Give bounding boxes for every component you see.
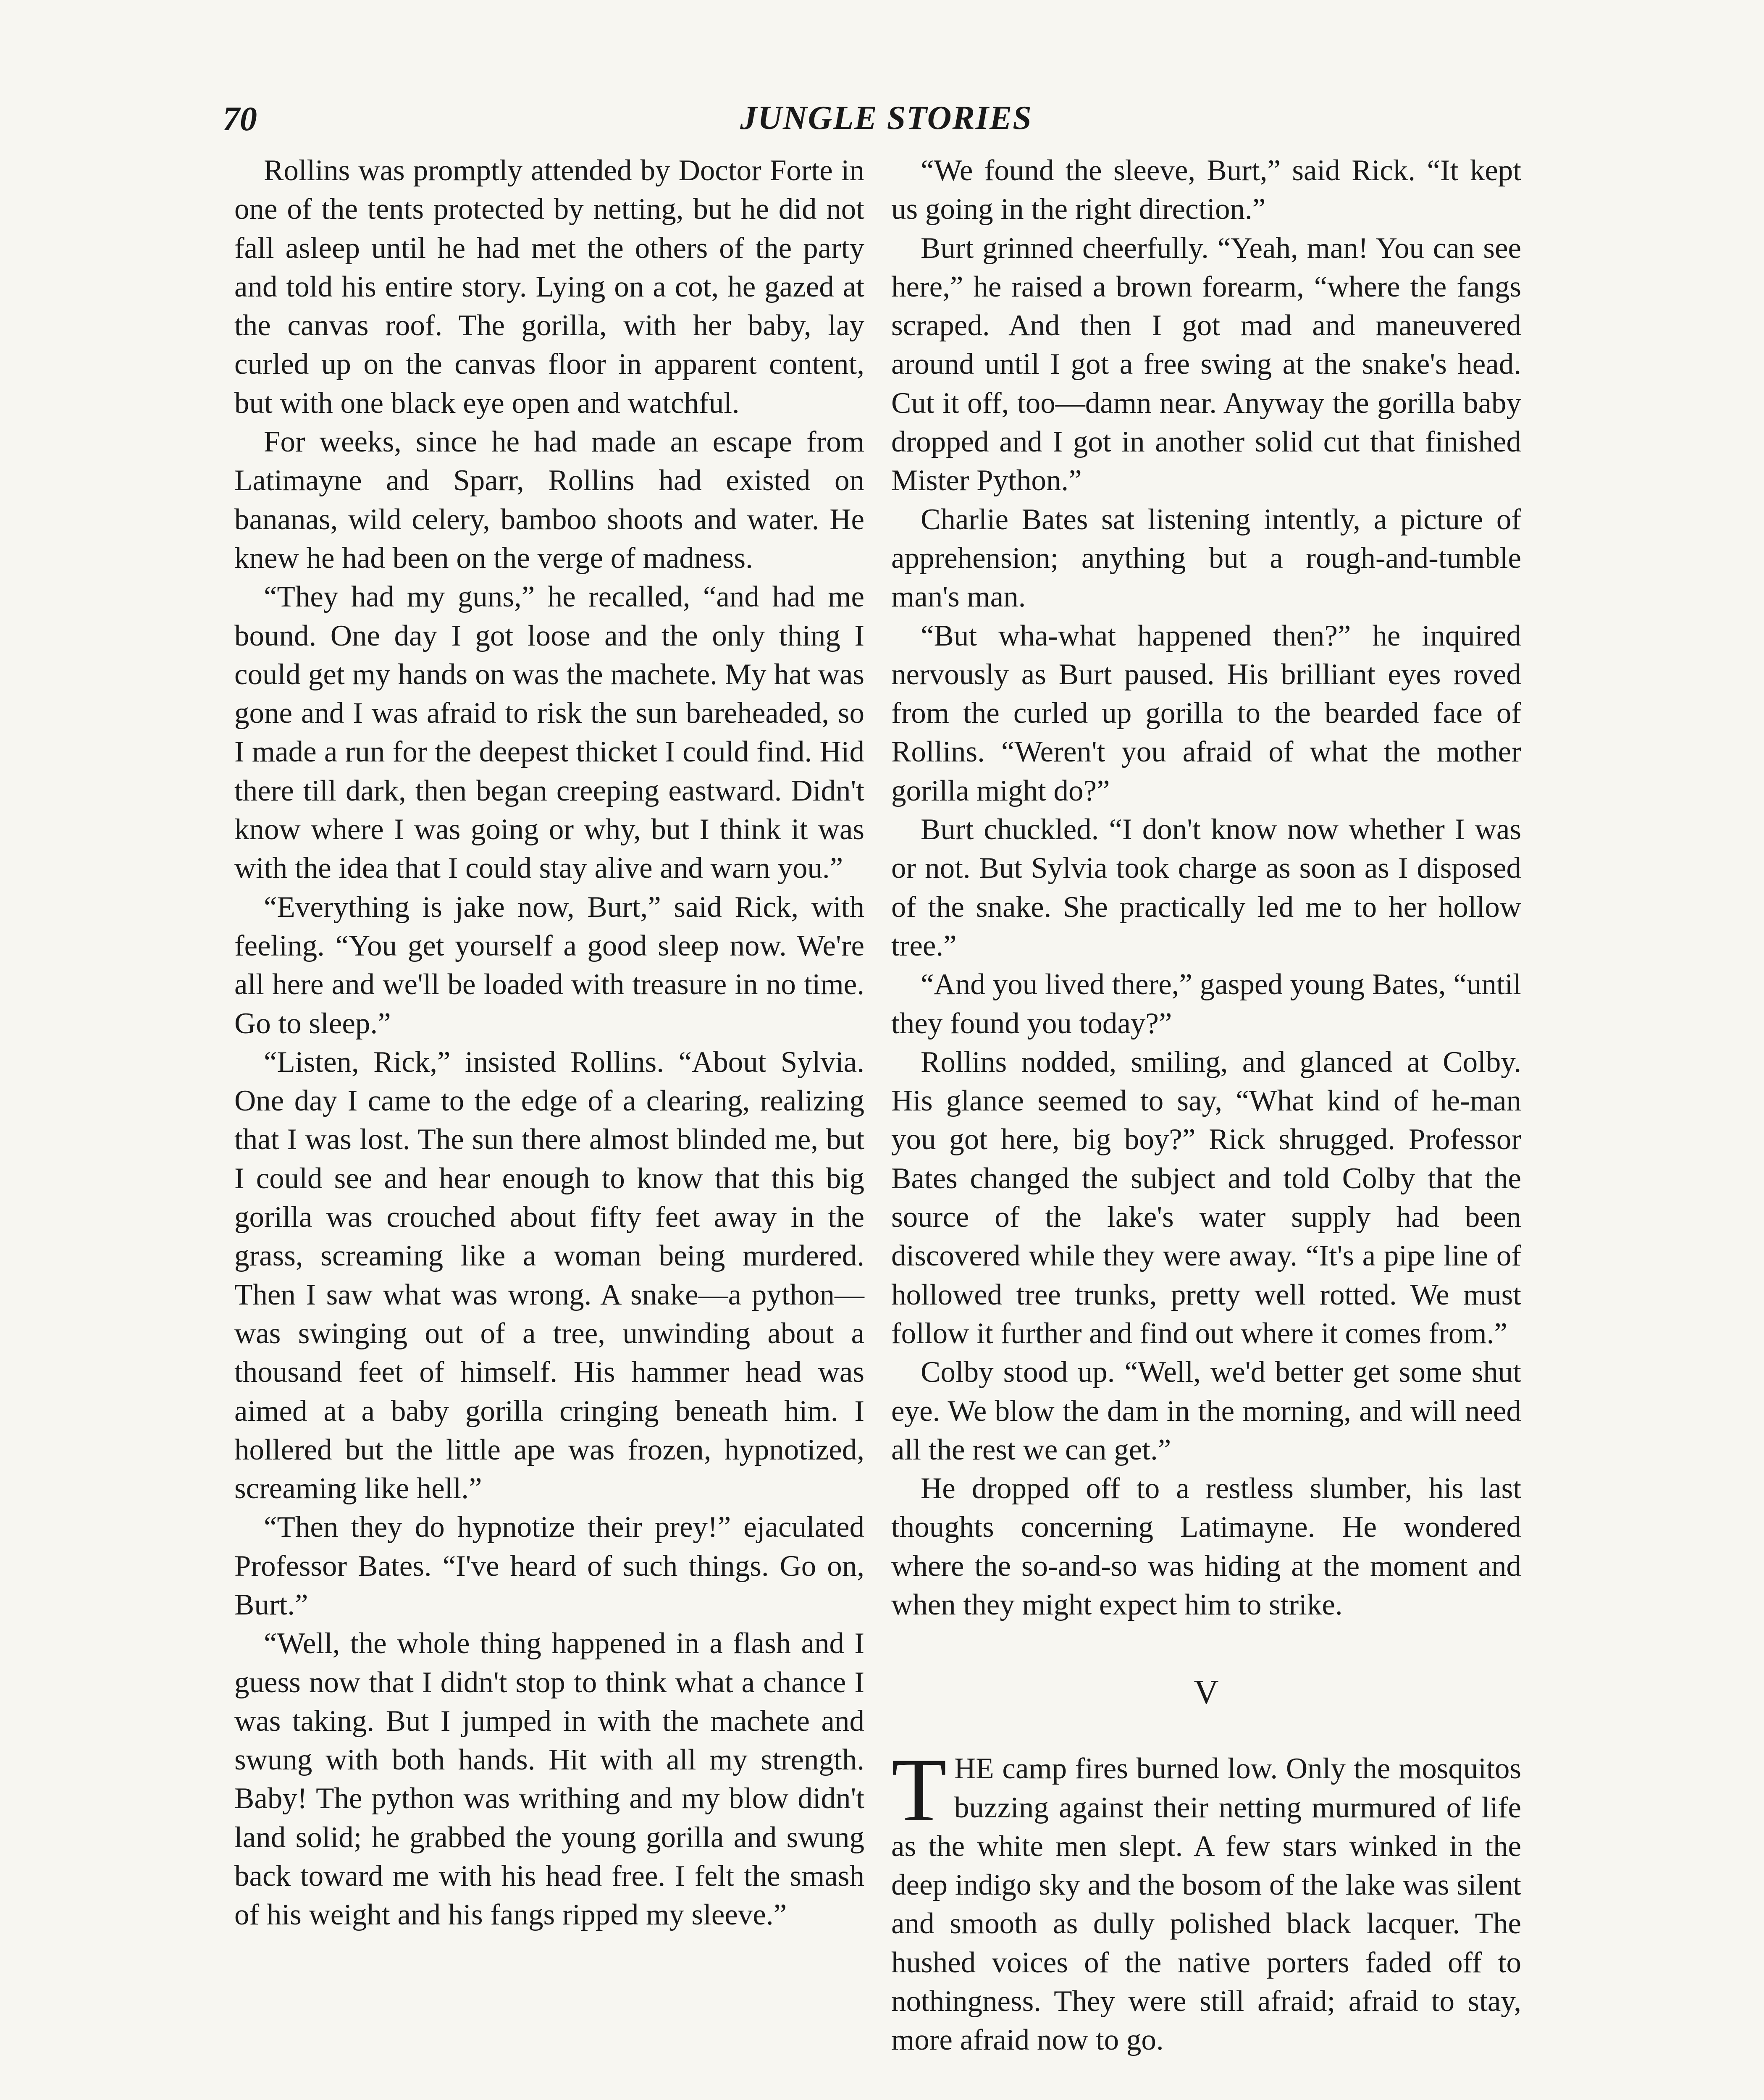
story-paragraph: For weeks, since he had made an escape from Latimayne and Sparr, Rollins had existed on bananas, wild celery, bamboo shoots and water. He knew he had been on the verge of madness. [234,425,864,575]
story-paragraph: “Well, the whole thing happened in a flash and I guess now that I didn't stop to think what a chance I was taking. But I jumped in with the machete and swung with both hands. Hit with all my strength. Baby! The python was writhing and my blow didn't land solid; he grabbed the young gorilla and swung back toward me with his head free. I felt the smash of his weight and his fangs ripped my sleeve.” [234,1627,864,1932]
story-paragraph: Burt grinned cheerfully. “Yeah, man! You can see here,” he raised a brown forearm, “where the fangs scraped. And then I got mad and maneuvered around until I got a free swing at the snake's head. Cut it off, too—damn near. Anyway the gorilla baby dropped and I got in another solid cut that finished Mister Python.” [891,231,1521,497]
page-header [223,99,1550,154]
left-column [234,151,864,1935]
story-paragraph: “But wha-what happened then?” he inquired nervously as Burt paused. His brilliant eyes roved from the curled up gorilla to the bearded face of Rollins. “Weren't you afraid of what the mother gorilla might do?” [891,619,1521,807]
story-paragraph: “Listen, Rick,” insisted Rollins. “About Sylvia. One day I came to the edge of a clearing, realizing that I was lost. The sun there almost blinded me, but I could see and hear enough to know that this big gorilla was crouched about fifty feet away in the grass, screaming like a woman being murdered. Then I saw what was wrong. A snake—a python—was swinging out of a tree, unwinding about a thousand feet of himself. His hammer head was aimed at a baby gorilla cringing beneath him. I hollered but the little ape was frozen, hypnotized, screaming like hell.” [234,1045,864,1505]
drop-cap: T [891,1740,947,1840]
page-number: 70 [223,100,257,138]
story-paragraph: “They had my guns,” he recalled, “and had me bound. One day I got loose and the only thing I could get my hands on was the machete. My hat was gone and I was afraid to risk the sun bareheaded, so I made a run for the deepest thicket I could find. Hid there till dark, then began creeping eastward. Didn't know where I was going or why, but I think it was with the idea that I could stay alive and warn you.” [234,580,864,885]
running-title: JUNGLE STORIES [740,100,1032,136]
story-paragraph: Charlie Bates sat listening intently, a picture of apprehension; anything but a rough-and-tumble man's man. [891,503,1521,614]
section-opening-text: HE camp fires burned low. Only the mosquitos buzzing against their netting murmured of life as the white men slept. A few stars winked in the deep indigo sky and the bosom of the lake was silent and smooth as dully polished black lacquer. The hushed voices of the native porters faded off to nothingness. They were still afraid; afraid to stay, more afraid now to go. [891,1752,1521,2057]
story-paragraph: Rollins nodded, smiling, and glanced at Colby. His glance seemed to say, “What kind of he-man you got here, big boy?” Rick shrugged. Professor Bates changed the subject and told Colby that the source of the lake's water supply had been discovered while they were away. “It's a pipe line of hollowed tree trunks, pretty well rotted. We must follow it further and find out where it comes from.” [891,1045,1521,1350]
story-paragraph: Burt chuckled. “I don't know now whether I was or not. But Sylvia took charge as soon as I disposed of the snake. She practically led me to her hollow tree.” [891,813,1521,962]
story-paragraph: “Then they do hypnotize their prey!” ejaculated Professor Bates. “I've heard of such things. Go on, Burt.” [234,1511,864,1621]
story-paragraph: Rollins was promptly attended by Doctor Forte in one of the tents protected by netting, but he did not fall asleep until he had met the others of the party and told his entire story. Lying on a cot, he gazed at the canvas roof. The gorilla, with her baby, lay curled up on the canvas floor in apparent content, but with one black eye open and watchful. [234,154,864,420]
story-paragraph: Colby stood up. “Well, we'd better get some shut eye. We blow the dam in the morning, and will need all the rest we can get.” [891,1356,1521,1466]
section-opening-paragraph [891,1740,1521,2059]
story-paragraph: “We found the sleeve, Burt,” said Rick. “It kept us going in the right direction.” [891,154,1521,226]
story-paragraph: “Everything is jake now, Burt,” said Rick, with feeling. “You get yourself a good sleep now. We're all here and we'll be loaded with treasure in no time. Go to sleep.” [234,890,864,1040]
right-column [891,151,1521,2060]
story-paragraph: He dropped off to a restless slumber, his last thoughts concerning Latimayne. He wondered where the so-and-so was hiding at the moment and when they might expect him to strike. [891,1472,1521,1621]
section-heading: V [1194,1673,1219,1712]
story-paragraph: “And you lived there,” gasped young Bates, “until they found you today?” [891,968,1521,1040]
